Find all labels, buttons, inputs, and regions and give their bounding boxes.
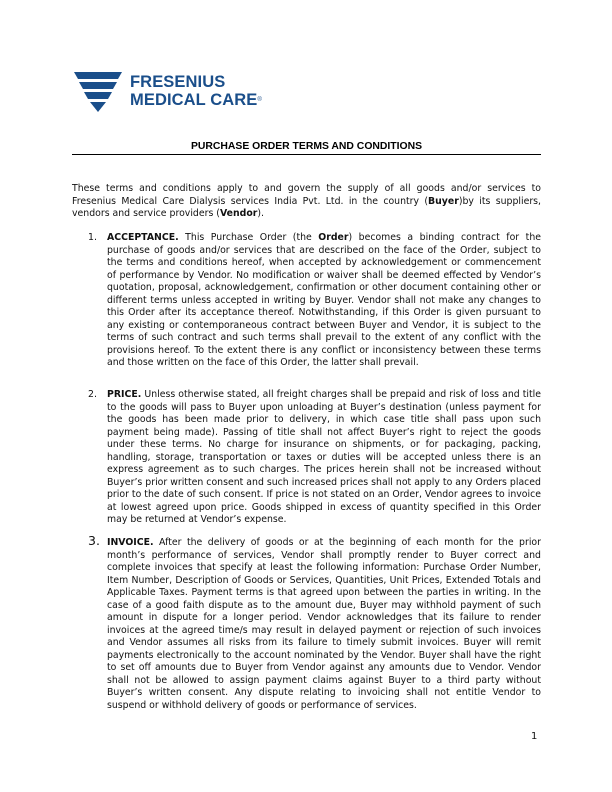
section-number: 2. — [88, 389, 97, 400]
section-text: After the delivery of goods or at the beginning of each month for the prior month’s performance of services, Vendor shall promptly render to Buyer correct and complete invoices that specify at least the following information: Purchase Order Number, Item Number, Description of Goods or Services, Quantities, Unit Prices, Extended Totals and Applicable Taxes. Payment terms is that agreed upon between the parties in writing. In the case of a good faith dispute as to the amount due, Buyer may withhold payment of such amount in dispute for a longer period. Vendor acknowledges that its failure to render invoices at the agreed time/s may result in delayed payment or rejection of such invoices and Vendor assumes all risks from its failure to timely submit invoices. Buyer will remit payments electronically to the account nominated by the Vendor. Buyer shall have the right to set off amounts due to Buyer from Vendor against any amounts due to Vendor. Vendor shall not be allowed to assign payment claims against Buyer to a third party without Buyer’s written consent. Any dispute relating to invoicing shall not entitle Vendor to suspend or withhold delivery of goods or performance of services. — [107, 537, 541, 711]
intro-text-c: ). — [257, 208, 264, 219]
section-heading: PRICE. — [107, 389, 142, 400]
page-title: PURCHASE ORDER TERMS AND CONDITIONS — [190, 141, 423, 152]
section-text-a: This Purchase Order (the — [178, 232, 319, 243]
fresenius-logo — [72, 70, 292, 114]
title-underline — [72, 154, 541, 155]
section-heading: ACCEPTANCE. — [107, 232, 179, 243]
page-number: 1 — [531, 731, 538, 742]
logo-wordmark — [130, 73, 262, 109]
intro-text-a: These terms and conditions apply to and govern the supply of all goods and/or services to Fresenius Medical Care Dialysis services India Pvt. Ltd. in the country ( — [72, 183, 541, 207]
intro-text-b: )by its suppliers, vendors and service providers ( — [72, 195, 541, 219]
section-text: Unless otherwise stated, all freight charges shall be prepaid and risk of loss and title to the goods will pass to Buyer upon unloading at Buyer’s destination (unless payment for the goods has been made prior to delivery, in which case title shall pass upon such payment being made). Passing of title shall not affect Buyer’s right to reject the goods under these terms. No charge for insurance on shipments, or for packaging, packing, handling, storage, transportation or taxes or duties will be accepted unless there is an express agreement as to such charges. The prices herein shall not be increased without Buyer’s prior written consent and such increased prices shall not apply to any Orders placed prior to the date of such consent. If price is not stated on an Order, Vendor agrees to invoice at lowest agreed upon price. Goods shipped in excess of quantity specified in this Order may be returned at Vendor’s expense. — [107, 389, 541, 525]
section-text-b: ) becomes a binding contract for the purchase of goods and/or services that are described on the face of the Order, subject to the terms and conditions hereof, when accepted by acknowledgement or commencement of performance by Vendor. No modification or waiver shall be deemed effected by Vendor’s quotation, proposal, acknowledgement, confirmation or other document containing other or different terms unless accepted in writing by Buyer. Vendor shall not make any changes to this Order after its acceptance thereof. Notwithstanding, if this Order is given pursuant to any existing or contemporaneous contract between Buyer and Vendor, it is subject to the terms of such contract and such terms shall prevail to the extent of any conflict with the provisions hereof. To the extent there is any conflict or inconsistency between these terms and those written on the face of this Order, the latter shall prevail. — [107, 232, 541, 368]
section-price — [72, 389, 541, 527]
logo-line2: MEDICAL CARE — [130, 91, 258, 109]
section-number: 1. — [88, 232, 97, 243]
intro-buyer: Buyer — [428, 195, 459, 207]
intro-paragraph — [72, 183, 541, 221]
order-term: Order — [318, 232, 349, 243]
intro-vendor: Vendor — [219, 208, 258, 219]
section-number: 3. — [88, 533, 100, 548]
fresenius-wings-icon — [72, 70, 124, 114]
logo-line1: FRESENIUS — [130, 73, 226, 91]
section-acceptance — [72, 232, 541, 370]
registered-mark: ® — [257, 97, 262, 103]
section-invoice — [72, 533, 541, 712]
section-heading: INVOICE. — [107, 537, 154, 548]
